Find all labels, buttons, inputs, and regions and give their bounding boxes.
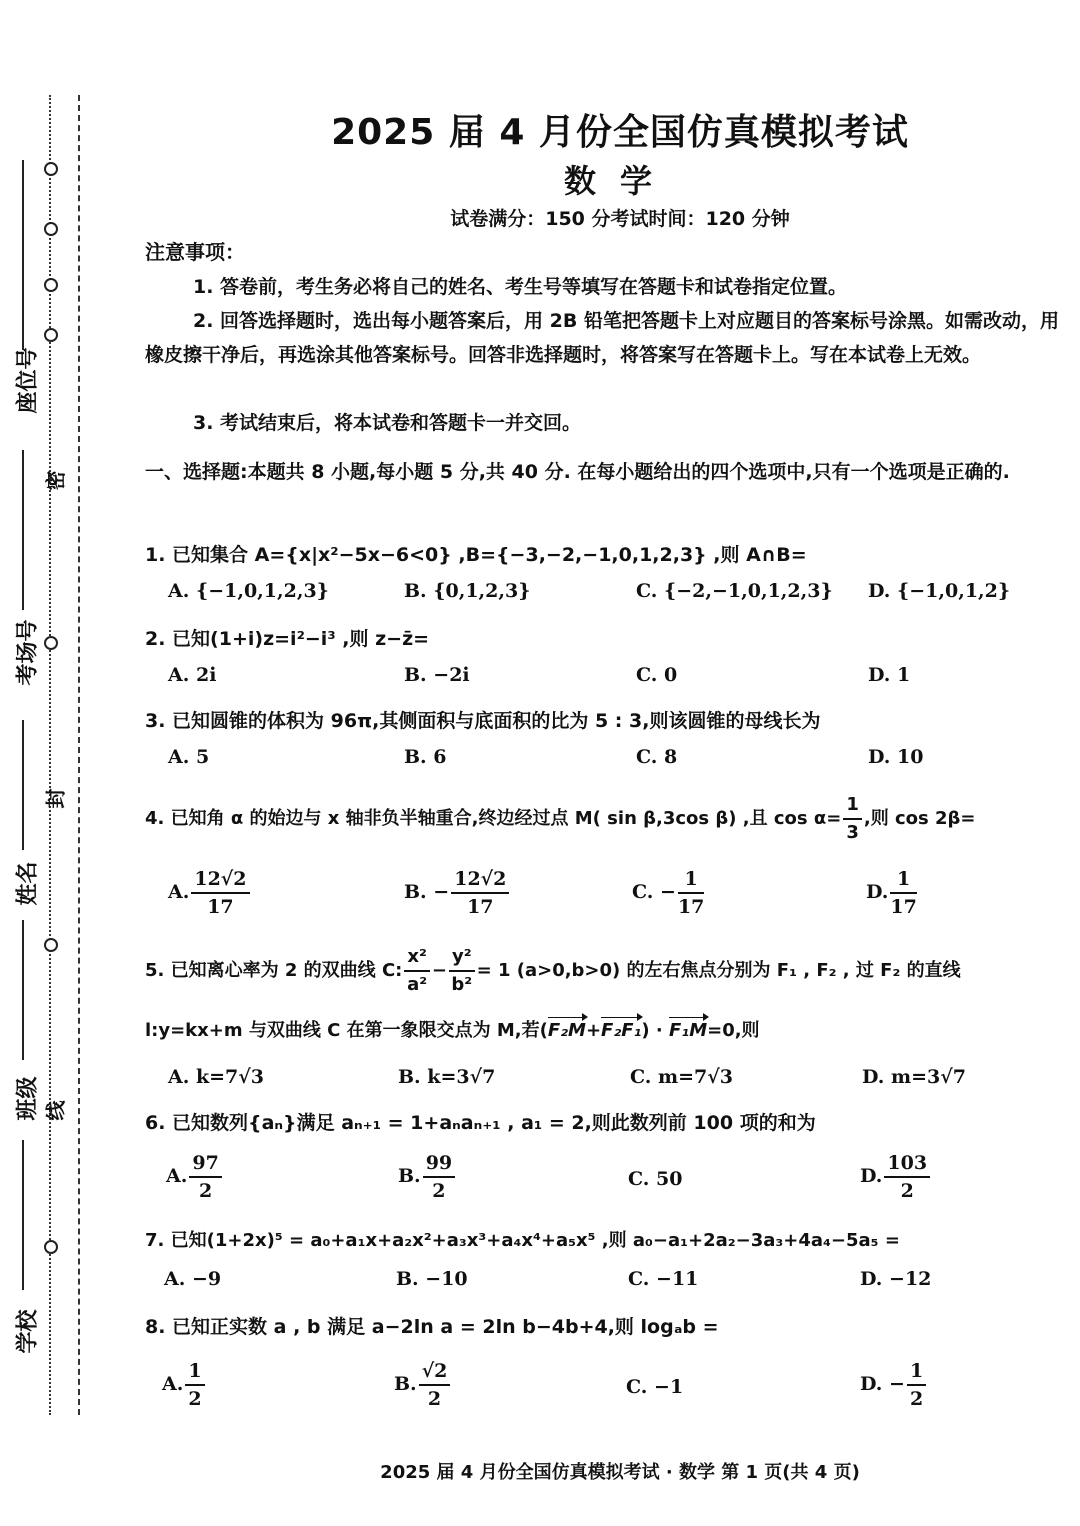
seal-xian: 线 — [43, 1100, 68, 1121]
q4-d-prefix: D. — [866, 881, 889, 903]
q4-d-num: 1 — [890, 866, 916, 894]
q4-stem-post: ,则 cos 2β= — [863, 808, 976, 829]
q4-c-num: 1 — [678, 866, 704, 894]
q5-line2-post: =0,则 — [707, 1020, 760, 1041]
q1-option-a: A. {−1,0,1,2,3} — [168, 580, 329, 602]
binding-dotted-line — [49, 95, 51, 1415]
q6-d-den: 2 — [900, 1180, 914, 1202]
q1-option-c: C. {−2,−1,0,1,2,3} — [636, 580, 833, 602]
page-footer: 2025 届 4 月份全国仿真模拟考试 · 数学 第 1 页(共 4 页) — [380, 1462, 860, 1483]
q4-d-fraction — [890, 866, 916, 920]
q4-b-den: 17 — [467, 896, 494, 918]
q6-d-fraction — [884, 1150, 930, 1204]
question-1-stem: 1. 已知集合 A={x|x²−5x−6<0} ,B={−3,−2,−1,0,1,2,3} ,则 A∩B= — [145, 544, 807, 566]
q8-option-d — [860, 1358, 928, 1412]
q4-stem-num: 1 — [843, 792, 862, 820]
q6-a-prefix: A. — [166, 1165, 188, 1187]
q5-vector-1: F₂M — [547, 1020, 586, 1041]
q6-d-num: 103 — [884, 1150, 930, 1178]
binding-hole — [44, 938, 58, 952]
q3-option-d: D. 10 — [868, 746, 924, 768]
q6-d-prefix: D. — [860, 1165, 883, 1187]
q2-option-a: A. 2i — [168, 664, 217, 686]
seal-mi: 密 — [43, 470, 68, 491]
q5-option-d: D. m=3√7 — [862, 1066, 966, 1088]
q3-option-c: C. 8 — [636, 746, 678, 768]
q4-option-a — [168, 866, 252, 920]
q6-a-den: 2 — [198, 1180, 213, 1202]
q5-dot: ) · — [641, 1020, 670, 1041]
q6-option-a — [166, 1150, 224, 1204]
q4-stem-fraction — [843, 792, 862, 846]
room-label: 考场号 — [15, 619, 41, 686]
room-write-line — [22, 450, 24, 610]
binding-dashed-line — [78, 95, 80, 1415]
q5-option-c: C. m=7√3 — [630, 1066, 733, 1088]
q7-option-c: C. −11 — [628, 1268, 699, 1290]
q4-stem-pre: 4. 已知角 α 的始边与 x 轴非负半轴重合,终边经过点 M( sin β,3cos β) ,且 cos α= — [145, 808, 842, 829]
binding-hole — [44, 162, 58, 176]
q8-a-prefix: A. — [162, 1373, 184, 1395]
q4-option-d — [866, 866, 919, 920]
q8-b-den: 2 — [427, 1388, 442, 1410]
q4-option-c — [632, 866, 706, 920]
q5-stem-post: = 1 (a>0,b>0) 的左右焦点分别为 F₁ , F₂ , 过 F₂ 的直线 — [476, 960, 961, 981]
q2-option-c: C. 0 — [636, 664, 678, 686]
notice-item-3: 3. 考试结束后，将本试卷和答题卡一并交回。 — [193, 412, 582, 434]
q5-option-b: B. k=3√7 — [398, 1066, 496, 1088]
q1-option-d: D. {−1,0,1,2} — [868, 580, 1011, 602]
q5-line2-pre: l:y=kx+m 与双曲线 C 在第一象限交点为 M,若( — [145, 1020, 548, 1041]
q5-option-a: A. k=7√3 — [168, 1066, 264, 1088]
q5-f1-num: x² — [404, 944, 430, 972]
q7-option-a: A. −9 — [164, 1268, 222, 1290]
school-write-line — [22, 1140, 24, 1290]
q2-option-b: B. −2i — [404, 664, 470, 686]
q8-b-fraction — [419, 1358, 451, 1412]
q8-d-num: 1 — [907, 1358, 926, 1386]
question-7-stem: 7. 已知(1+2x)⁵ = a₀+a₁x+a₂x²+a₃x³+a₄x⁴+a₅x⁵ ,则 a₀−a₁+2a₂−3a₃+4a₄−5a₅ = — [145, 1230, 900, 1251]
q6-option-c: C. 50 — [628, 1168, 683, 1190]
q5-vector-2: F₂F₁ — [601, 1020, 642, 1041]
q8-d-fraction — [907, 1358, 926, 1412]
question-5-stem — [145, 944, 1075, 998]
q4-a-prefix: A. — [168, 881, 190, 903]
q4-b-fraction — [451, 866, 509, 920]
q4-a-den: 17 — [207, 896, 234, 918]
class-write-line — [22, 920, 24, 1060]
q4-stem-den: 3 — [846, 822, 859, 843]
q8-a-num: 1 — [185, 1358, 204, 1386]
notice-item-1: 1. 答卷前，考生务必将自己的姓名、考生号等填写在答题卡和试卷指定位置。 — [193, 276, 848, 298]
q2-option-d: D. 1 — [868, 664, 911, 686]
question-3-stem: 3. 已知圆锥的体积为 96π,其侧面积与底面积的比为 5 : 3,则该圆锥的母线长为 — [145, 710, 821, 732]
q5-minus: − — [431, 960, 447, 981]
q8-option-a — [162, 1358, 207, 1412]
q5-y-fraction — [449, 944, 475, 998]
question-2-stem: 2. 已知(1+i)z=i²−i³ ,则 z−z̄= — [145, 628, 430, 650]
q4-c-prefix: C. − — [632, 881, 676, 903]
seat-write-line — [22, 160, 24, 350]
school-label: 学校 — [15, 1309, 41, 1354]
q6-b-fraction — [423, 1150, 455, 1204]
q8-d-den: 2 — [909, 1388, 924, 1410]
q4-a-fraction — [191, 866, 249, 920]
q5-plus: + — [585, 1020, 602, 1041]
question-8-stem: 8. 已知正实数 a , b 满足 a−2ln a = 2ln b−4b+4,则 logₐb = — [145, 1316, 719, 1338]
section-heading: 一、选择题:本题共 8 小题,每小题 5 分,共 40 分. 在每小题给出的四个选项中,只有一个选项是正确的. — [145, 461, 1010, 483]
q6-a-fraction — [189, 1150, 221, 1204]
q6-option-b — [398, 1150, 457, 1204]
q8-option-b — [394, 1358, 452, 1412]
q8-option-c: C. −1 — [626, 1376, 684, 1398]
q4-c-fraction — [678, 866, 704, 920]
q5-x-fraction — [404, 944, 430, 998]
class-label: 班级 — [15, 1076, 41, 1121]
q5-vector-3: F₁M — [669, 1020, 708, 1041]
q4-d-den: 17 — [890, 896, 917, 918]
name-label: 姓名 — [15, 861, 41, 906]
binding-hole — [44, 1240, 58, 1254]
q4-b-num: 12√2 — [451, 866, 509, 894]
q6-b-den: 2 — [432, 1180, 446, 1202]
q8-b-num: √2 — [419, 1358, 451, 1386]
q5-stem-pre: 5. 已知离心率为 2 的双曲线 C: — [145, 960, 403, 981]
binding-hole — [44, 222, 58, 236]
question-6-stem: 6. 已知数列{aₙ}满足 aₙ₊₁ = 1+aₙaₙ₊₁ , a₁ = 2,则此数列前 100 项的和为 — [145, 1112, 816, 1134]
q4-a-num: 12√2 — [191, 866, 249, 894]
q3-option-b: B. 6 — [404, 746, 447, 768]
binding-hole — [44, 328, 58, 342]
question-4-stem — [145, 792, 1075, 846]
question-5-line2 — [145, 1016, 1075, 1042]
q1-option-b: B. {0,1,2,3} — [404, 580, 531, 602]
seat-label: 座位号 — [15, 347, 41, 414]
q5-f1-den: a² — [407, 974, 428, 995]
q4-option-b — [404, 866, 511, 920]
q5-f2-den: b² — [451, 974, 473, 995]
binding-hole — [44, 278, 58, 292]
q6-b-prefix: B. — [398, 1165, 421, 1187]
q7-option-d: D. −12 — [860, 1268, 932, 1290]
notice-title: 注意事项： — [145, 240, 245, 264]
q8-b-prefix: B. — [394, 1373, 417, 1395]
name-write-line — [22, 720, 24, 850]
q6-option-d — [860, 1150, 932, 1204]
q3-option-a: A. 5 — [168, 746, 210, 768]
binding-hole — [44, 636, 58, 650]
q7-option-b: B. −10 — [396, 1268, 468, 1290]
q4-b-prefix: B. − — [404, 881, 450, 903]
q8-a-den: 2 — [188, 1388, 202, 1410]
exam-info: 试卷满分：150 分考试时间：120 分钟 — [450, 208, 790, 230]
seal-feng: 封 — [43, 788, 68, 809]
subject-title: 数学 — [563, 162, 676, 200]
q6-b-num: 99 — [423, 1150, 455, 1178]
q5-f2-num: y² — [449, 944, 475, 972]
exam-title: 2025 届 4 月份全国仿真模拟考试 — [331, 112, 909, 153]
q8-d-prefix: D. − — [860, 1373, 905, 1395]
q4-c-den: 17 — [677, 896, 705, 918]
q8-a-fraction — [185, 1358, 204, 1412]
notice-item-2: 2. 回答选择题时，选出每小题答案后，用 2B 铅笔把答题卡上对应题目的答案标号涂黑。如需改动，用橡皮擦干净后，再选涂其他答案标号。回答非选择题时，将答案写在答题卡上。写在本试卷上无效。 — [145, 310, 1059, 366]
q6-a-num: 97 — [189, 1150, 221, 1178]
